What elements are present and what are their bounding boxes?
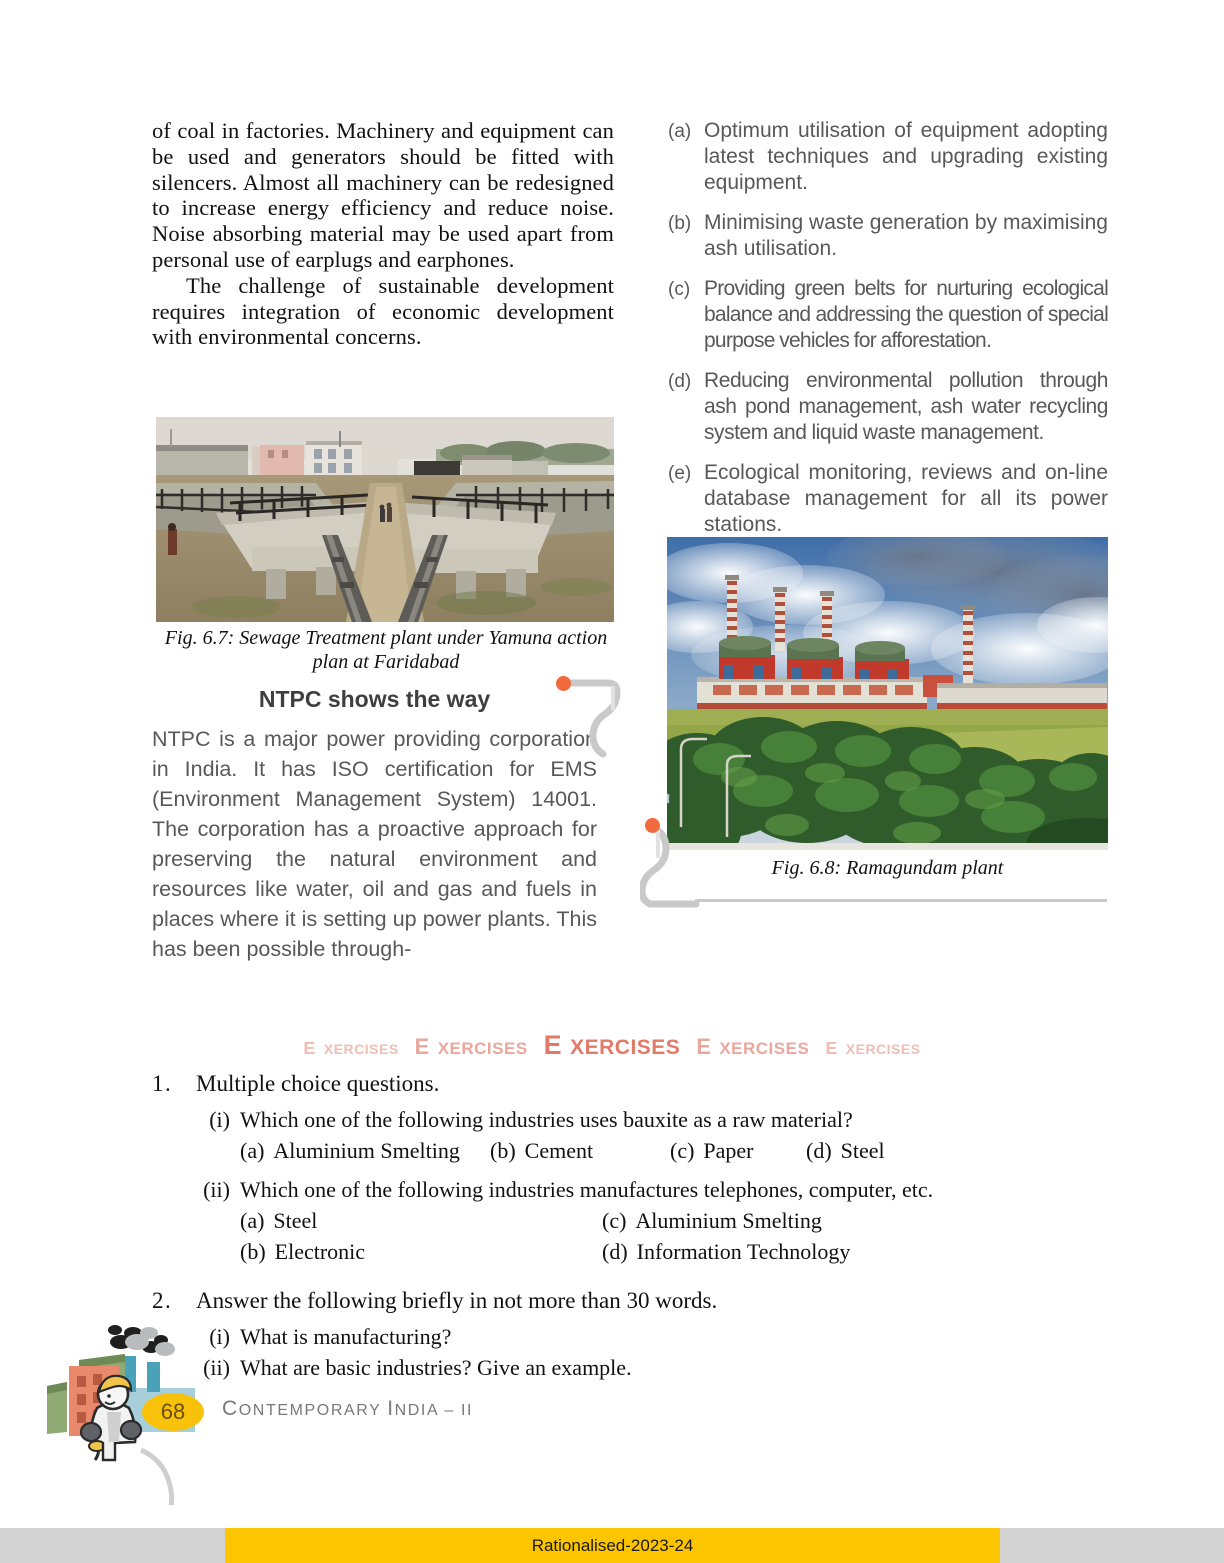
rationalised-banner: Rationalised-2023-24 — [225, 1528, 1000, 1563]
list-text: Reducing environmental pollution through ash pond management, ash water recycling system and liquid waste management. — [704, 369, 1108, 444]
question-1-item-i-options — [240, 1135, 1082, 1166]
question-1-item-ii-options-row2 — [240, 1236, 1082, 1267]
option-c-label: (c) — [670, 1138, 695, 1163]
exercises-banner — [0, 1030, 1224, 1061]
option-d-text: Steel — [840, 1138, 885, 1163]
option-a-text: Steel — [273, 1208, 318, 1233]
question-1-prompt: Multiple choice questions. — [196, 1071, 440, 1096]
list-text: Providing green belts for nurturing ecological balance and addressing the question of special purpose vehicles for afforestation. — [704, 277, 1108, 352]
option-d — [602, 1236, 850, 1267]
option-d — [806, 1135, 885, 1166]
page-number-badge: 68 — [142, 1393, 204, 1431]
right-column — [668, 118, 1108, 552]
book-title-text: ONTEMPORARY — [238, 1402, 388, 1419]
exercises-label-4: XERCISES — [719, 1039, 810, 1058]
figure-6-7-caption — [156, 626, 616, 674]
list-marker: (c) — [668, 279, 691, 300]
list-item — [668, 460, 1108, 538]
decorative-rule — [695, 899, 1107, 902]
figure-6-8-label: Fig. 6.8: — [771, 857, 842, 879]
question-2-number: 2. — [152, 1288, 173, 1313]
question-1-item-ii — [198, 1174, 1082, 1205]
exercises-label-1: XERCISES — [323, 1041, 399, 1057]
question-1-item-ii-options-row1 — [240, 1205, 1082, 1236]
list-item — [668, 210, 1108, 262]
option-b — [240, 1236, 602, 1267]
book-title-tail: NDIA – II — [394, 1402, 474, 1419]
paragraph-sustainable-development: The challenge of sustainable development requires integration of economic development with environmental concerns. — [152, 272, 614, 350]
left-column — [152, 118, 614, 350]
exercises-label-2: XERCISES — [437, 1039, 528, 1058]
subquestion-text: What is manufacturing? — [240, 1324, 452, 1349]
ntpc-measures-list — [668, 118, 1108, 538]
option-d-text: Information Technology — [636, 1239, 851, 1264]
exercises-word-2: E XERCISES — [414, 1034, 528, 1059]
list-item — [668, 368, 1108, 446]
list-text: Minimising waste generation by maximising ash utilisation. — [704, 211, 1108, 260]
question-2-item-i — [198, 1321, 1082, 1352]
figure-6-7-label: Fig. 6.7: — [164, 627, 235, 649]
list-text: Optimum utilisation of equipment adopting latest techniques and upgrading existing equipment. — [704, 119, 1108, 194]
figure-6-7-image — [156, 417, 614, 622]
paragraph-continuation: of coal in factories. Machinery and equipment can be used and generators should be fitted with silencers. Almost all machinery can be redesigned to increase energy efficiency and reduce noise. Noise absorbing material may be used apart from personal use of earplugs and earphones. — [152, 118, 614, 272]
option-b-text: Cement — [524, 1138, 594, 1163]
subquestion-number: (i) — [209, 1107, 230, 1132]
sewage-treatment-plant-photo — [156, 417, 614, 622]
option-b — [490, 1135, 670, 1166]
option-a-text: Aluminium Smelting — [273, 1138, 460, 1163]
question-2-item-ii — [198, 1352, 1082, 1383]
book-title: CONTEMPORARY INDIA – II — [222, 1397, 474, 1420]
option-a — [240, 1205, 602, 1236]
subquestion-text: Which one of the following industries uses bauxite as a raw material? — [240, 1107, 853, 1132]
option-c-text: Paper — [703, 1138, 754, 1163]
option-a — [240, 1135, 490, 1166]
ntpc-heading: NTPC shows the way — [258, 686, 491, 712]
subquestion-text: What are basic industries? Give an example. — [240, 1355, 632, 1380]
list-marker: (a) — [668, 121, 692, 142]
subquestion-number: (ii) — [203, 1355, 230, 1380]
option-b-label: (b) — [490, 1138, 516, 1163]
ramagundam-power-plant-photo — [667, 537, 1108, 850]
figure-6-7-caption-text: Sewage Treatment plant under Yamuna action plan at Faridabad — [239, 627, 608, 673]
option-d-label: (d) — [602, 1239, 628, 1264]
list-item — [668, 118, 1108, 196]
question-1 — [152, 1068, 1082, 1100]
question-1-item-i — [198, 1104, 1082, 1135]
question-2 — [152, 1285, 1082, 1317]
list-item — [668, 276, 1108, 354]
option-c-label: (c) — [602, 1208, 627, 1233]
question-2-prompt: Answer the following briefly in not more than 30 words. — [196, 1288, 718, 1313]
bracket-dot-icon — [645, 818, 660, 833]
subquestion-text: Which one of the following industries manufactures telephones, computer, etc. — [240, 1177, 934, 1202]
option-a-label: (a) — [240, 1138, 265, 1163]
figure-6-8-caption — [667, 856, 1108, 880]
subquestion-number: (ii) — [203, 1177, 230, 1202]
option-b-text: Electronic — [274, 1239, 366, 1264]
figure-6-8-image — [667, 537, 1108, 850]
ntpc-body-text: NTPC is a major power providing corporation in India. It has ISO certification for EMS (Environment Management System) 14001. The corporation has a proactive approach for preserving the natural environment and resources like water, oil and gas and fuels in places where it is setting up power plants. This has been possible through- — [152, 727, 597, 961]
option-c — [602, 1205, 822, 1236]
option-b-label: (b) — [240, 1239, 266, 1264]
subquestion-number: (i) — [209, 1324, 230, 1349]
exercises-word-4: E XERCISES — [696, 1034, 810, 1059]
option-a-label: (a) — [240, 1208, 265, 1233]
exercises-word-1: E XERCISES — [303, 1038, 399, 1058]
exercises-word-5: E XERCISES — [825, 1038, 921, 1058]
exercises-label-3: XERCISES — [570, 1036, 681, 1059]
option-c-text: Aluminium Smelting — [635, 1208, 822, 1233]
list-marker: (b) — [668, 213, 692, 234]
list-marker: (e) — [668, 463, 692, 484]
list-marker: (d) — [668, 371, 692, 392]
exercises-section — [152, 1068, 1082, 1383]
exercises-label-5: XERCISES — [845, 1041, 921, 1057]
question-1-number: 1. — [152, 1071, 173, 1096]
ntpc-callout — [152, 686, 597, 964]
option-c — [670, 1135, 806, 1166]
list-text: Ecological monitoring, reviews and on-line database management for all its power stations. — [704, 461, 1108, 536]
exercises-word-3: E XERCISES — [543, 1030, 681, 1060]
figure-6-8-caption-text: Ramagundam plant — [846, 857, 1004, 879]
option-d-label: (d) — [806, 1138, 832, 1163]
